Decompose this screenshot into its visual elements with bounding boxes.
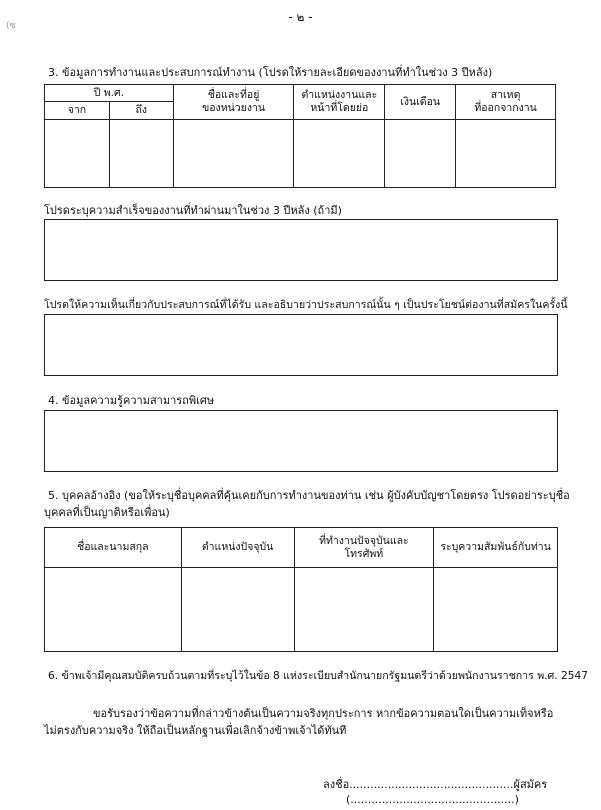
cell-employer[interactable]	[173, 120, 294, 188]
col-year-header: ปี พ.ศ.	[45, 85, 174, 102]
section6-text: 6. ข้าพเจ้ามีคุณสมบัติครบถ้วนตามที่ระบุไว้ในข้อ 8 แห่งระเบียบสำนักนายกรัฐมนตรีว่าด้วยพนักงานราชการ พ.ศ. 2547	[48, 670, 588, 682]
col-salary-header: เงินเดือน	[385, 85, 456, 120]
cell-to[interactable]	[109, 120, 173, 188]
work-experience-table	[44, 84, 556, 188]
col-position-header: ตำแหน่งงานและ หน้าที่โดยย่อ	[294, 85, 385, 120]
cell-ref-position[interactable]	[181, 568, 294, 652]
page-number: - ๒ -	[288, 10, 313, 24]
achievements-label: โปรดระบุความสำเร็จของงานที่ทำผ่านมาในช่วง 3 ปีหลัง (ถ้ามี)	[44, 204, 342, 217]
references-table	[44, 527, 558, 652]
cell-ref-workplace[interactable]	[294, 568, 434, 652]
col-name-header: ชื่อและนามสกุล	[45, 528, 182, 568]
cell-position[interactable]	[294, 120, 385, 188]
certification-line2: ไม่ตรงกับความจริง ให้ถือเป็นหลักฐานเพื่อเลิกจ้างข้าพเจ้าได้ทันที	[44, 724, 347, 737]
cell-ref-relationship[interactable]	[434, 568, 558, 652]
cell-ref-name[interactable]	[45, 568, 182, 652]
opinion-label: โปรดให้ความเห็นเกี่ยวกับประสบการณ์ที่ได้รับ และอธิบายว่าประสบการณ์นั้น ๆ เป็นประโยชน์ต่องานที่สมัครในครั้งนี้	[44, 299, 568, 311]
opinion-box[interactable]	[44, 314, 558, 376]
cell-from[interactable]	[45, 120, 110, 188]
section5-title-line1: 5. บุคคลอ้างอิง (ขอให้ระบุชื่อบุคคลที่คุ้นเคยกับการทำงานของท่าน เช่น ผู้บังคับบัญชาโดยตรง โปรดอย่าระบุชื่อ	[48, 489, 570, 502]
signature-name-line[interactable]: (...............................................)	[346, 793, 519, 806]
col-from-header: จาก	[45, 102, 110, 120]
col-to-header: ถึง	[109, 102, 173, 120]
cell-reason[interactable]	[456, 120, 556, 188]
achievements-box[interactable]	[44, 219, 558, 281]
table-row	[45, 568, 558, 652]
section5-title-line2: บุคคลที่เป็นญาติหรือเพื่อน)	[44, 506, 170, 519]
section3-title: 3. ข้อมูลการทำงานและประสบการณ์ทำงาน (โปรดให้รายละเอียดของงานที่ทำในช่วง 3 ปีหลัง)	[48, 66, 493, 79]
corner-mark: (ซ	[6, 21, 16, 31]
section4-title: 4. ข้อมูลความรู้ความสามารถพิเศษ	[48, 394, 215, 407]
col-employer-header: ชื่อและที่อยู่ ของหน่วยงาน	[173, 85, 294, 120]
special-skills-box[interactable]	[44, 410, 558, 472]
cell-salary[interactable]	[385, 120, 456, 188]
certification-line1: ขอรับรองว่าข้อความที่กล่าวข้างต้นเป็นความจริงทุกประการ หากข้อความตอนใดเป็นความเท็จหรือ	[93, 707, 554, 720]
col-relationship-header: ระบุความสัมพันธ์กับท่าน	[434, 528, 558, 568]
table-row	[45, 120, 556, 188]
signature-line[interactable]: ลงชื่อ...............................................ผู้สมัคร	[323, 778, 548, 791]
col-workplace-header: ที่ทำงานปัจจุบันและ โทรศัพท์	[294, 528, 434, 568]
col-reason-header: สาเหตุ ที่ออกจากงาน	[456, 85, 556, 120]
col-current-position-header: ตำแหน่งปัจจุบัน	[181, 528, 294, 568]
